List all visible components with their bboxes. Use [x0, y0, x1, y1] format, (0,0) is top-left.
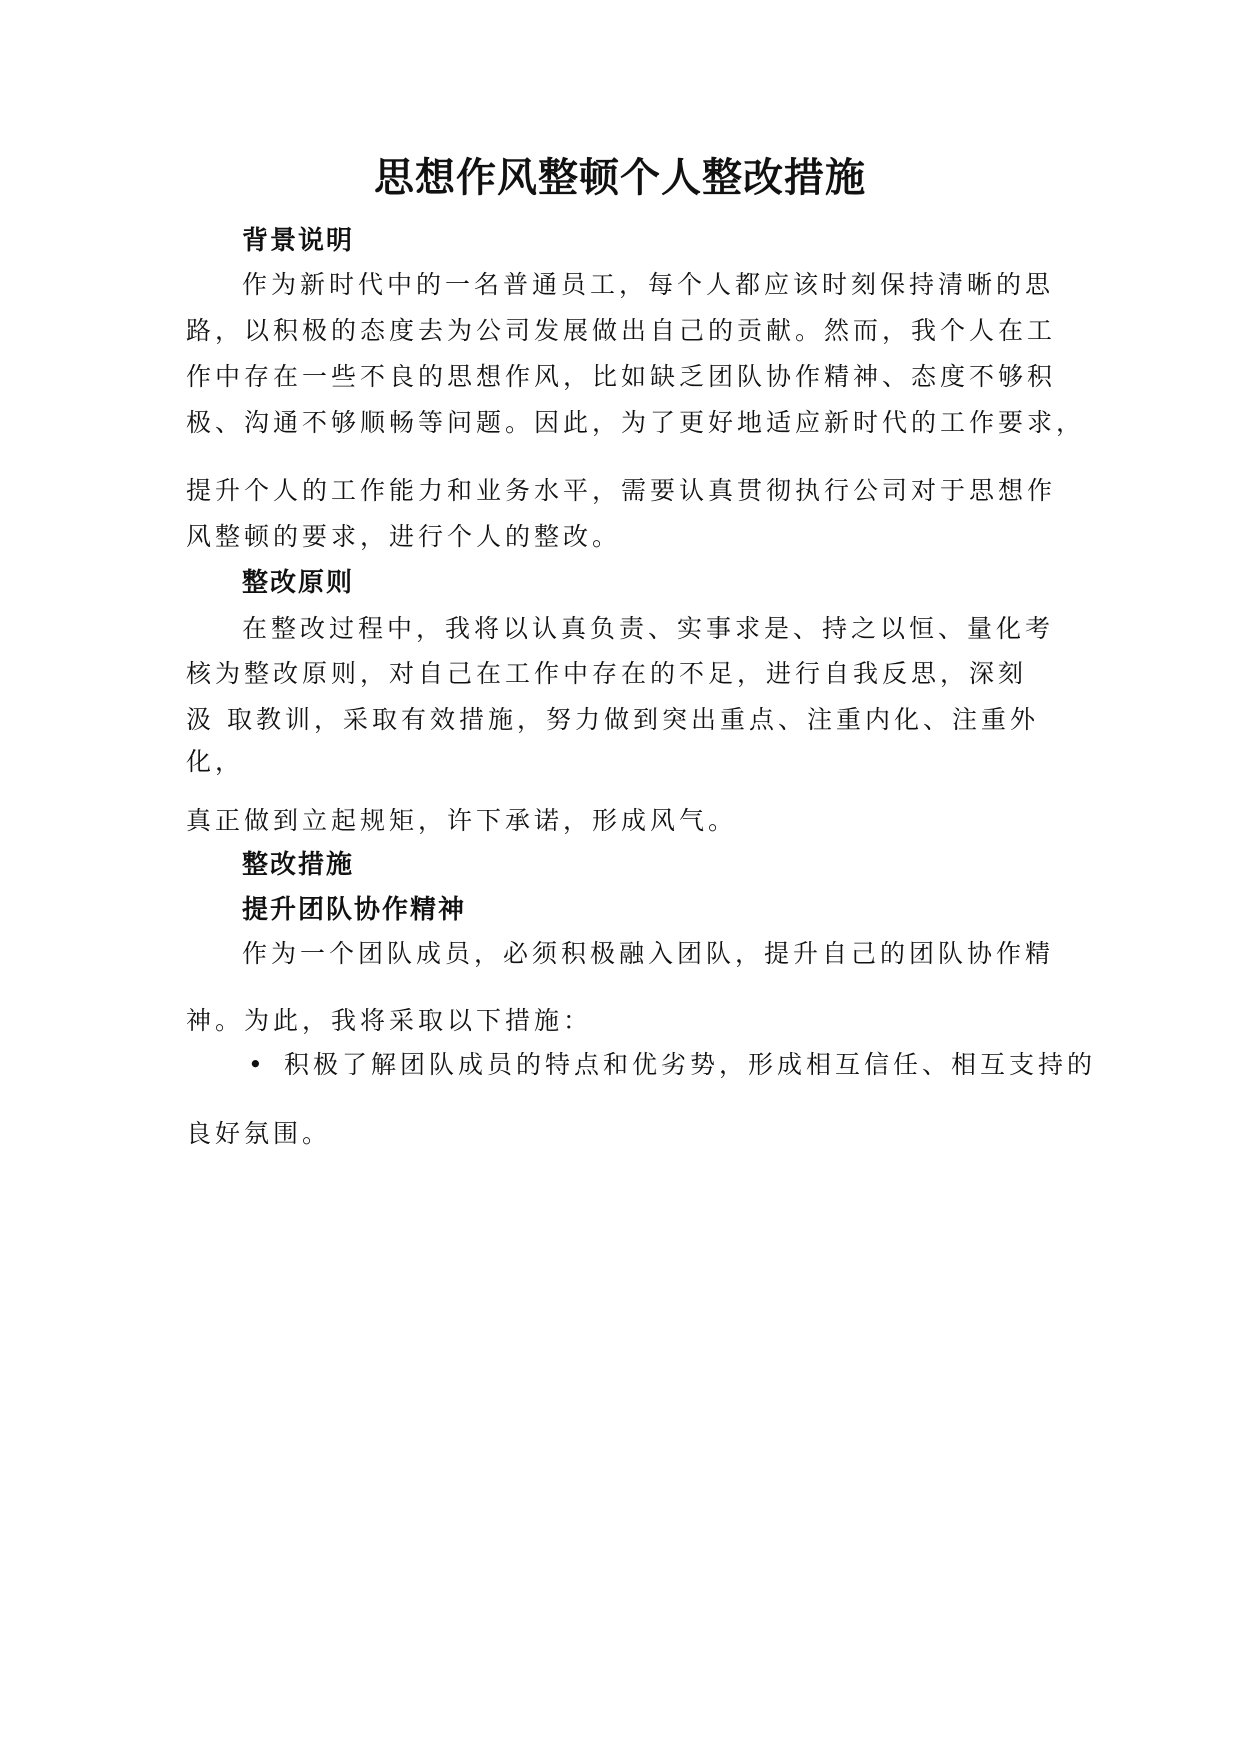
paragraph-line: 作为一个团队成员，必须积极融入团队，提升自己的团队协作精 [242, 939, 1055, 968]
bullet-item-line: 积极了解团队成员的特点和优劣势，形成相互信任、相互支持的 [284, 1050, 1097, 1079]
paragraph-line: 核为整改原则，对自己在工作中存在的不足，进行自我反思，深刻 [186, 659, 1028, 688]
bullet-icon: • [248, 1050, 263, 1079]
paragraph-line: 化， [186, 747, 245, 776]
section-heading-background: 背景说明 [242, 226, 355, 256]
paragraph-line: 作中存在一些不良的思想作风，比如缺乏团队协作精神、态度不够积 [186, 362, 1057, 391]
paragraph-line: 极、沟通不够顺畅等问题。因此，为了更好地适应新时代的工作要求， [186, 408, 1086, 437]
paragraph-line: 风整顿的要求，进行个人的整改。 [186, 522, 622, 551]
paragraph-line: 提升个人的工作能力和业务水平，需要认真贯彻执行公司对于思想作 [186, 476, 1057, 505]
paragraph-line: 路，以积极的态度去为公司发展做出自己的贡献。然而，我个人在工 [186, 316, 1057, 345]
paragraph-line: 在整改过程中，我将以认真负责、实事求是、持之以恒、量化考 [242, 614, 1055, 643]
paragraph-line: 作为新时代中的一名普通员工，每个人都应该时刻保持清晰的思 [242, 270, 1055, 299]
paragraph-line: 真正做到立起规矩，许下承诺，形成风气。 [186, 806, 738, 835]
subsection-heading-teamwork: 提升团队协作精神 [242, 895, 467, 925]
paragraph-line: 神。为此，我将采取以下措施： [186, 1006, 593, 1035]
paragraph-line: 汲 取教训，采取有效措施，努力做到突出重点、注重内化、注重外 [186, 705, 1039, 734]
bullet-item-line: 良好氛围。 [186, 1119, 332, 1148]
section-heading-principles: 整改原则 [242, 568, 355, 598]
section-heading-measures: 整改措施 [242, 850, 355, 880]
document-title: 思想作风整顿个人整改措施 [374, 155, 866, 201]
